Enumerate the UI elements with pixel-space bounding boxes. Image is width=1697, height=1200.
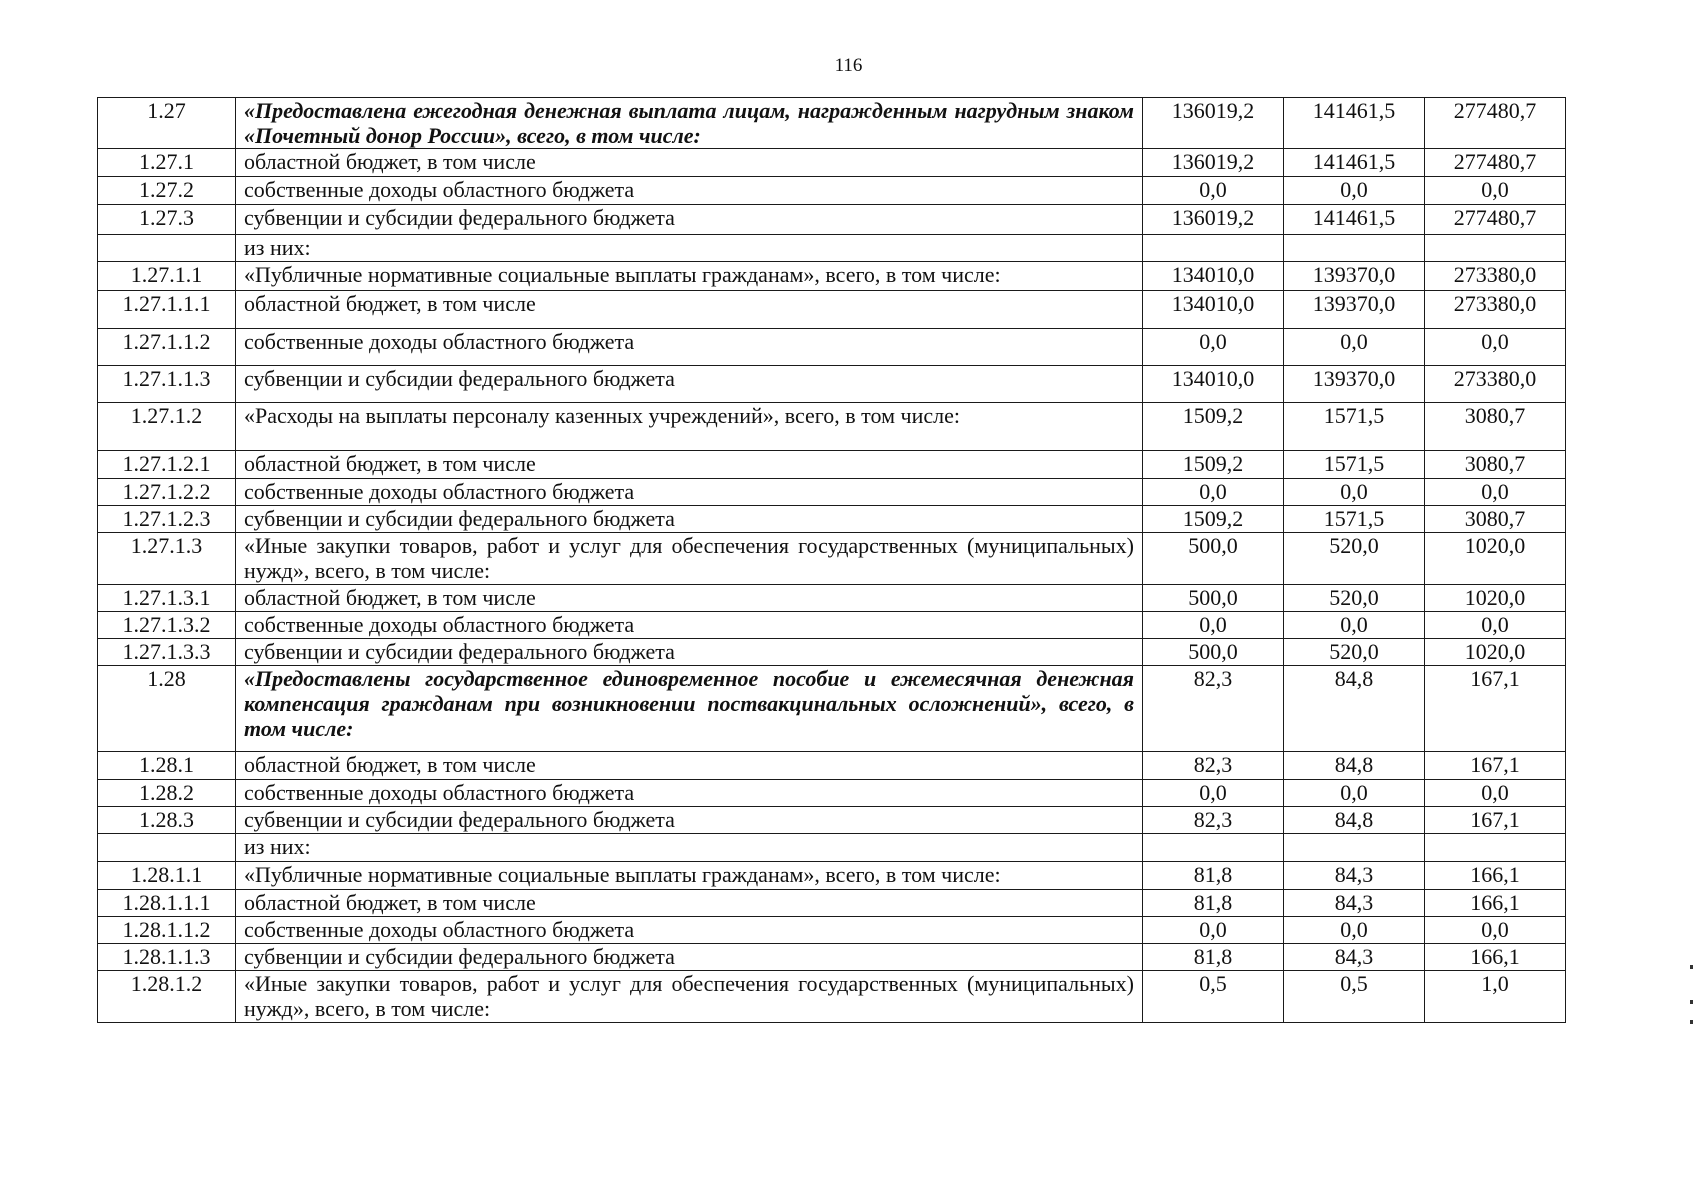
row-code: 1.27.1.2	[98, 403, 236, 451]
value-col-2	[1284, 235, 1425, 262]
value-col-1	[1143, 235, 1284, 262]
value-col-2: 141461,5	[1284, 98, 1425, 149]
row-code: 1.28.2	[98, 780, 236, 807]
value-col-1: 500,0	[1143, 585, 1284, 612]
value-col-1: 500,0	[1143, 533, 1284, 585]
value-col-2: 0,0	[1284, 479, 1425, 506]
row-code: 1.28.1	[98, 752, 236, 780]
value-col-3: 0,0	[1425, 917, 1566, 944]
value-col-3: 1,0	[1425, 971, 1566, 1023]
row-description: областной бюджет, в том числе	[236, 451, 1143, 479]
value-col-1: 134010,0	[1143, 262, 1284, 291]
value-col-1: 0,0	[1143, 780, 1284, 807]
value-col-2: 139370,0	[1284, 291, 1425, 329]
scan-edge-mark	[1690, 1000, 1693, 1004]
value-col-1: 0,0	[1143, 917, 1284, 944]
value-col-1: 0,0	[1143, 177, 1284, 205]
value-col-1: 134010,0	[1143, 366, 1284, 403]
value-col-1: 1509,2	[1143, 403, 1284, 451]
value-col-2: 1571,5	[1284, 403, 1425, 451]
value-col-3: 273380,0	[1425, 366, 1566, 403]
value-col-2: 520,0	[1284, 585, 1425, 612]
value-col-3: 3080,7	[1425, 403, 1566, 451]
row-code: 1.27.1	[98, 149, 236, 177]
row-description: областной бюджет, в том числе	[236, 149, 1143, 177]
value-col-3: 277480,7	[1425, 98, 1566, 149]
table-row	[98, 612, 1566, 639]
page-number: 116	[834, 55, 863, 76]
table-row	[98, 752, 1566, 780]
value-col-2: 0,5	[1284, 971, 1425, 1023]
table-row	[98, 479, 1566, 506]
row-description: областной бюджет, в том числе	[236, 291, 1143, 329]
row-code	[98, 834, 236, 862]
row-code: 1.27.1.2.3	[98, 506, 236, 533]
value-col-3: 167,1	[1425, 666, 1566, 752]
row-description: собственные доходы областного бюджета	[236, 329, 1143, 366]
row-description: из них:	[236, 834, 1143, 862]
table-row	[98, 506, 1566, 533]
value-col-3: 3080,7	[1425, 506, 1566, 533]
value-col-2: 84,3	[1284, 944, 1425, 971]
row-description: собственные доходы областного бюджета	[236, 780, 1143, 807]
row-description: собственные доходы областного бюджета	[236, 177, 1143, 205]
value-col-1: 82,3	[1143, 807, 1284, 834]
row-code: 1.27.1.2.1	[98, 451, 236, 479]
row-description: «Расходы на выплаты персоналу казенных учреждений», всего, в том числе:	[236, 403, 1143, 451]
value-col-2: 0,0	[1284, 329, 1425, 366]
value-col-1: 136019,2	[1143, 98, 1284, 149]
value-col-3: 1020,0	[1425, 585, 1566, 612]
value-col-3: 0,0	[1425, 479, 1566, 506]
table-row	[98, 235, 1566, 262]
row-code: 1.27.1.3	[98, 533, 236, 585]
row-code: 1.28.3	[98, 807, 236, 834]
row-description: собственные доходы областного бюджета	[236, 917, 1143, 944]
table-row	[98, 451, 1566, 479]
value-col-2: 141461,5	[1284, 149, 1425, 177]
value-col-3: 167,1	[1425, 807, 1566, 834]
value-col-2: 1571,5	[1284, 506, 1425, 533]
row-code: 1.27.1.1	[98, 262, 236, 291]
table-row	[98, 917, 1566, 944]
row-code: 1.27	[98, 98, 236, 149]
value-col-1: 82,3	[1143, 752, 1284, 780]
value-col-3: 166,1	[1425, 944, 1566, 971]
value-col-1: 82,3	[1143, 666, 1284, 752]
row-description: собственные доходы областного бюджета	[236, 479, 1143, 506]
table-row	[98, 890, 1566, 917]
row-code: 1.27.1.3.3	[98, 639, 236, 666]
row-description: «Иные закупки товаров, работ и услуг для обеспечения государственных (муниципальных) нужд», всего, в том числе:	[236, 971, 1143, 1023]
row-code: 1.28.1.1.3	[98, 944, 236, 971]
row-code: 1.28	[98, 666, 236, 752]
table-row	[98, 291, 1566, 329]
row-code	[98, 235, 236, 262]
value-col-3: 273380,0	[1425, 262, 1566, 291]
value-col-2: 84,8	[1284, 752, 1425, 780]
value-col-3: 166,1	[1425, 890, 1566, 917]
value-col-3: 0,0	[1425, 177, 1566, 205]
value-col-2: 84,3	[1284, 890, 1425, 917]
table-row	[98, 205, 1566, 235]
value-col-1: 81,8	[1143, 890, 1284, 917]
value-col-1: 1509,2	[1143, 451, 1284, 479]
value-col-3	[1425, 834, 1566, 862]
value-col-1: 500,0	[1143, 639, 1284, 666]
value-col-1: 1509,2	[1143, 506, 1284, 533]
row-description: «Иные закупки товаров, работ и услуг для обеспечения государственных (муниципальных) нужд», всего, в том числе:	[236, 533, 1143, 585]
row-description: субвенции и субсидии федерального бюджета	[236, 366, 1143, 403]
row-code: 1.27.1.3.1	[98, 585, 236, 612]
value-col-3: 1020,0	[1425, 533, 1566, 585]
table-row	[98, 262, 1566, 291]
row-description: субвенции и субсидии федерального бюджета	[236, 807, 1143, 834]
value-col-2: 520,0	[1284, 639, 1425, 666]
value-col-3: 273380,0	[1425, 291, 1566, 329]
table-row	[98, 403, 1566, 451]
row-description: «Публичные нормативные социальные выплаты гражданам», всего, в том числе:	[236, 262, 1143, 291]
table-row	[98, 329, 1566, 366]
value-col-2: 139370,0	[1284, 262, 1425, 291]
table-row	[98, 666, 1566, 752]
value-col-3: 3080,7	[1425, 451, 1566, 479]
value-col-3: 0,0	[1425, 329, 1566, 366]
table-row	[98, 98, 1566, 149]
scan-edge-mark	[1690, 1020, 1693, 1024]
value-col-1: 0,0	[1143, 479, 1284, 506]
table-row	[98, 177, 1566, 205]
value-col-1: 0,0	[1143, 612, 1284, 639]
value-col-1: 134010,0	[1143, 291, 1284, 329]
row-description: из них:	[236, 235, 1143, 262]
value-col-3: 277480,7	[1425, 205, 1566, 235]
value-col-1: 0,5	[1143, 971, 1284, 1023]
table-row	[98, 149, 1566, 177]
row-code: 1.27.1.3.2	[98, 612, 236, 639]
value-col-2: 0,0	[1284, 917, 1425, 944]
value-col-1: 81,8	[1143, 862, 1284, 890]
row-code: 1.27.2	[98, 177, 236, 205]
table-row	[98, 533, 1566, 585]
row-description: субвенции и субсидии федерального бюджета	[236, 944, 1143, 971]
value-col-3	[1425, 235, 1566, 262]
value-col-3: 166,1	[1425, 862, 1566, 890]
table-row	[98, 639, 1566, 666]
value-col-3: 1020,0	[1425, 639, 1566, 666]
row-code: 1.28.1.1.2	[98, 917, 236, 944]
value-col-2: 0,0	[1284, 780, 1425, 807]
value-col-2	[1284, 834, 1425, 862]
row-code: 1.28.1.1.1	[98, 890, 236, 917]
value-col-1	[1143, 834, 1284, 862]
value-col-2: 0,0	[1284, 177, 1425, 205]
table-row	[98, 834, 1566, 862]
value-col-2: 1571,5	[1284, 451, 1425, 479]
row-code: 1.27.1.1.3	[98, 366, 236, 403]
table-row	[98, 585, 1566, 612]
value-col-2: 520,0	[1284, 533, 1425, 585]
row-description: субвенции и субсидии федерального бюджета	[236, 205, 1143, 235]
value-col-2: 139370,0	[1284, 366, 1425, 403]
row-description: субвенции и субсидии федерального бюджета	[236, 639, 1143, 666]
value-col-2: 84,8	[1284, 807, 1425, 834]
row-description: «Предоставлена ежегодная денежная выплата лицам, награжденным нагрудным знаком «Почетный донор России», всего, в том числе:	[236, 98, 1143, 149]
table-row	[98, 807, 1566, 834]
table-row	[98, 971, 1566, 1023]
table-row	[98, 366, 1566, 403]
row-code: 1.27.1.1.2	[98, 329, 236, 366]
value-col-2: 141461,5	[1284, 205, 1425, 235]
row-description: собственные доходы областного бюджета	[236, 612, 1143, 639]
row-code: 1.27.3	[98, 205, 236, 235]
value-col-3: 277480,7	[1425, 149, 1566, 177]
row-description: «Предоставлены государственное единовременное пособие и ежемесячная денежная компенсация гражданам при возникновении поствакцинальных осложнений», всего, в том числе:	[236, 666, 1143, 752]
value-col-1: 136019,2	[1143, 149, 1284, 177]
budget-table-body	[98, 98, 1566, 1023]
budget-table	[97, 97, 1566, 1023]
row-description: областной бюджет, в том числе	[236, 585, 1143, 612]
table-row	[98, 944, 1566, 971]
value-col-2: 84,8	[1284, 666, 1425, 752]
value-col-3: 0,0	[1425, 612, 1566, 639]
table-row	[98, 780, 1566, 807]
table-row	[98, 862, 1566, 890]
row-description: субвенции и субсидии федерального бюджета	[236, 506, 1143, 533]
value-col-1: 136019,2	[1143, 205, 1284, 235]
row-code: 1.27.1.2.2	[98, 479, 236, 506]
row-code: 1.28.1.2	[98, 971, 236, 1023]
value-col-1: 0,0	[1143, 329, 1284, 366]
scan-edge-mark	[1690, 965, 1693, 969]
row-description: «Публичные нормативные социальные выплаты гражданам», всего, в том числе:	[236, 862, 1143, 890]
value-col-1: 81,8	[1143, 944, 1284, 971]
row-code: 1.28.1.1	[98, 862, 236, 890]
value-col-3: 0,0	[1425, 780, 1566, 807]
value-col-2: 84,3	[1284, 862, 1425, 890]
row-code: 1.27.1.1.1	[98, 291, 236, 329]
row-description: областной бюджет, в том числе	[236, 752, 1143, 780]
value-col-2: 0,0	[1284, 612, 1425, 639]
value-col-3: 167,1	[1425, 752, 1566, 780]
row-description: областной бюджет, в том числе	[236, 890, 1143, 917]
